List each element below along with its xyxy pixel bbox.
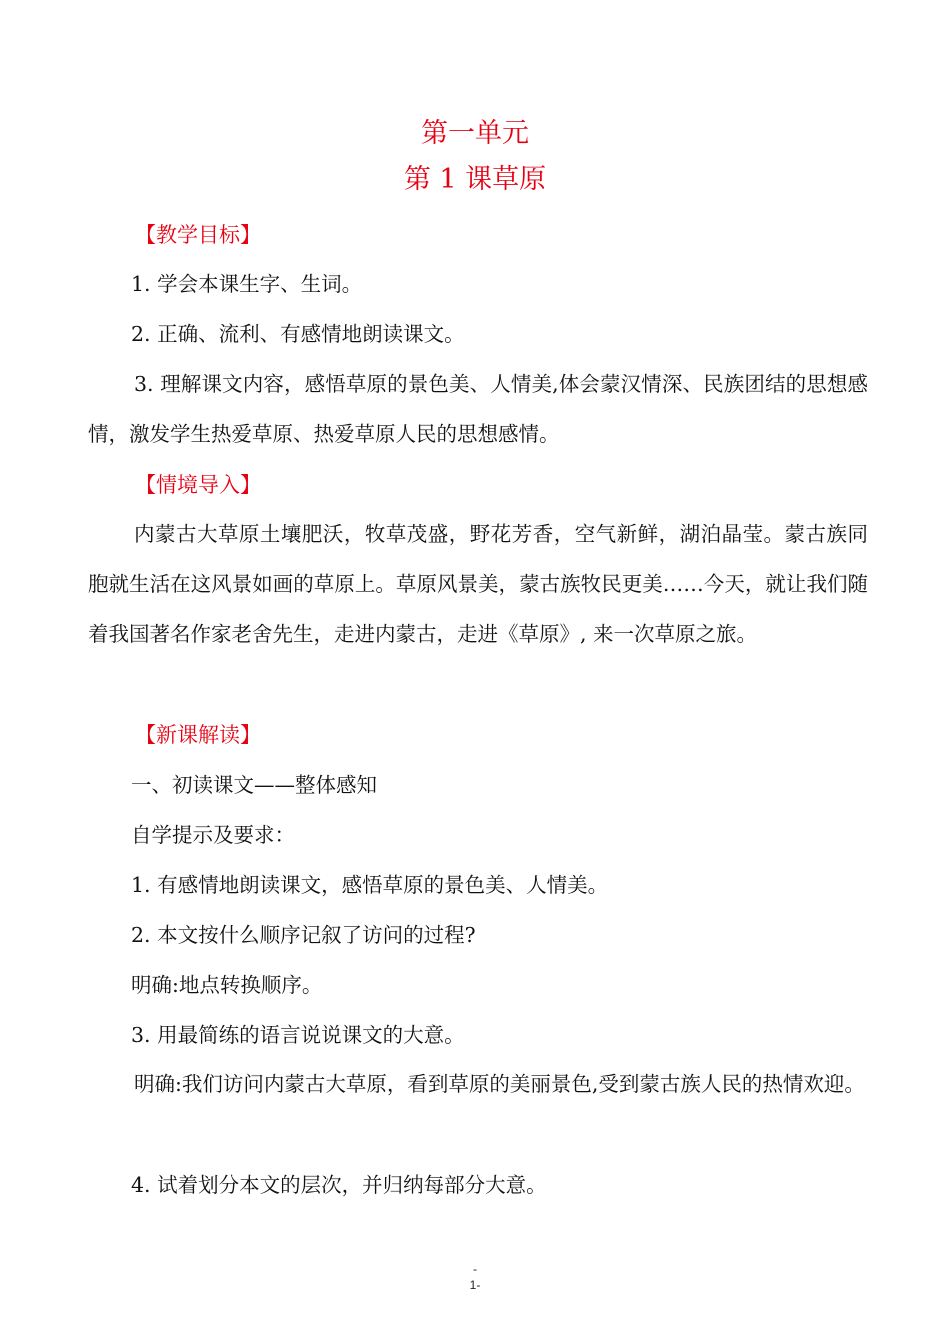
lesson-title: 第 1 课草原 <box>403 164 547 195</box>
question-3: 3. 用最简练的语言说说课文的大意。 <box>131 1023 465 1047</box>
part-1-heading: 一、初读课文——整体感知 <box>131 773 377 797</box>
question-2: 2. 本文按什么顺序记叙了访问的过程? <box>131 923 476 947</box>
page-number: 1- <box>469 1278 481 1292</box>
intro-text: 内蒙古大草原土壤肥沃，牧草茂盛，野花芳香，空气新鲜，湖泊晶莹。蒙古族同胞就生活在这风景如画的草原上。草原风景美，蒙古族牧民更美……今天，就让我们随着我国著名作家老舍先生，走进内蒙古，走进《草原》, 来一次草原之旅。 <box>88 522 868 646</box>
objectives-heading: 【教学目标】 <box>135 223 261 247</box>
footer-dash: - <box>473 1262 477 1276</box>
unit-title: 第一单元 <box>421 118 529 149</box>
objective-3: 3. 理解课文内容，感悟草原的景色美、人情美,体会蒙汉情深、民族团结的思想感情，激发学生热爱草原、热爱草原人民的思想感情。 <box>88 372 868 446</box>
self-study-prompt: 自学提示及要求： <box>131 823 295 847</box>
answer-2: 明确:地点转换顺序。 <box>131 973 323 997</box>
intro-heading: 【情境导入】 <box>135 473 261 497</box>
reading-heading: 【新课解读】 <box>135 723 261 747</box>
answer-3: 明确:我们访问内蒙古大草原，看到草原的美丽景色,受到蒙古族人民的热情欢迎。 <box>134 1072 865 1096</box>
objective-1: 1. 学会本课生字、生词。 <box>131 272 363 296</box>
question-1: 1. 有感情地朗读课文，感悟草原的景色美、人情美。 <box>131 873 609 897</box>
question-4: 4. 试着划分本文的层次，并归纳每部分大意。 <box>131 1173 547 1197</box>
objective-2: 2. 正确、流利、有感情地朗读课文。 <box>131 322 465 346</box>
